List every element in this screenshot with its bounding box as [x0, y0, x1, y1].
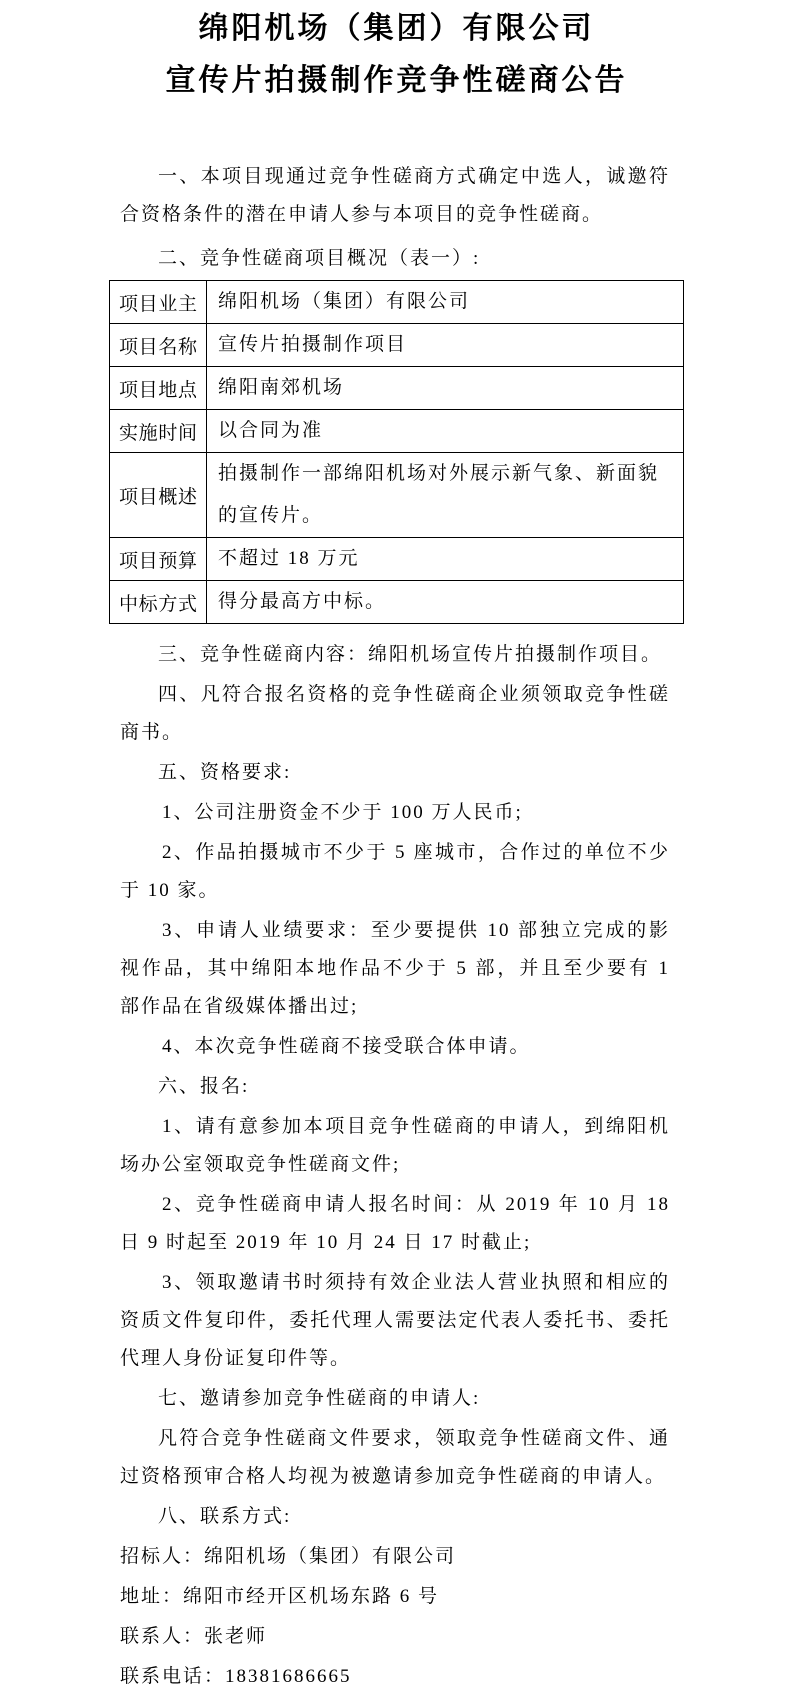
section-8-heading: 八、联系方式:	[158, 1506, 292, 1527]
doc-title-line-2: 宣传片拍摄制作竞争性磋商公告	[165, 64, 628, 97]
row-value: 不超过 18 万元	[207, 538, 684, 581]
overview-table-caption: 二、竞争性磋商项目概况（表一）:	[158, 248, 481, 269]
section-7-heading: 七、邀请参加竞争性磋商的申请人:	[158, 1388, 481, 1409]
section-3-paragraph: 三、竞争性磋商内容：绵阳机场宣传片拍摄制作项目。	[158, 644, 663, 665]
row-value: 得分最高方中标。	[207, 581, 684, 624]
table-row-schedule	[110, 410, 684, 453]
intro-paragraph: 一、本项目现通过竞争性磋商方式确定中选人，诚邀符合资格条件的潜在申请人参与本项目的竞争性磋商。	[120, 166, 670, 225]
row-label: 实施时间	[110, 410, 207, 453]
overview-table	[109, 280, 684, 624]
row-value: 宣传片拍摄制作项目	[207, 324, 684, 367]
table-row-location	[110, 367, 684, 410]
section-4-paragraph: 四、凡符合报名资格的竞争性磋商企业须领取竞争性磋商书。	[120, 684, 670, 743]
section-7-paragraph: 凡符合竞争性磋商文件要求，领取竞争性磋商文件、通过资格预审合格人均视为被邀请参加竞争性磋商的申请人。	[120, 1428, 670, 1487]
contact-phone: 联系电话：18381686665	[120, 1666, 352, 1687]
row-label: 项目预算	[110, 538, 207, 581]
qualification-item-1: 1、公司注册资金不少于 100 万人民币;	[162, 802, 523, 823]
section-5-heading: 五、资格要求:	[158, 762, 292, 783]
row-value: 拍摄制作一部绵阳机场对外展示新气象、新面貌的宣传片。	[207, 453, 684, 538]
contact-bidder: 招标人：绵阳机场（集团）有限公司	[120, 1546, 457, 1567]
doc-title-line-1: 绵阳机场（集团）有限公司	[198, 12, 595, 45]
row-value: 以合同为准	[207, 410, 684, 453]
registration-item-2: 2、竞争性磋商申请人报名时间：从 2019 年 10 月 18 日 9 时起至 2019 年 10 月 24 日 17 时截止;	[120, 1194, 670, 1253]
registration-item-1: 1、请有意参加本项目竞争性磋商的申请人，到绵阳机场办公室领取竞争性磋商文件;	[120, 1116, 670, 1175]
row-label: 项目地点	[110, 367, 207, 410]
table-row-name	[110, 324, 684, 367]
table-row-award-method	[110, 581, 684, 624]
contact-person: 联系人：张老师	[120, 1626, 268, 1647]
row-label: 项目业主	[110, 281, 207, 324]
contact-address: 地址：绵阳市经开区机场东路 6 号	[120, 1586, 440, 1607]
qualification-item-4: 4、本次竞争性磋商不接受联合体申请。	[162, 1036, 531, 1057]
title-block	[0, 0, 793, 104]
row-label: 项目名称	[110, 324, 207, 367]
table-row-summary	[110, 453, 684, 538]
registration-item-3: 3、领取邀请书时须持有效企业法人营业执照和相应的资质文件复印件，委托代理人需要法定代表人委托书、委托代理人身份证复印件等。	[120, 1272, 670, 1369]
section-6-heading: 六、报名:	[158, 1076, 250, 1097]
row-value: 绵阳南郊机场	[207, 367, 684, 410]
row-label: 中标方式	[110, 581, 207, 624]
document-body	[120, 158, 670, 1696]
table-row-owner	[110, 281, 684, 324]
row-label: 项目概述	[110, 453, 207, 538]
table-row-budget	[110, 538, 684, 581]
qualification-item-2: 2、作品拍摄城市不少于 5 座城市，合作过的单位不少于 10 家。	[120, 842, 670, 901]
qualification-item-3: 3、申请人业绩要求：至少要提供 10 部独立完成的影视作品，其中绵阳本地作品不少于 5 部，并且至少要有 1 部作品在省级媒体播出过;	[120, 920, 670, 1017]
row-value: 绵阳机场（集团）有限公司	[207, 281, 684, 324]
